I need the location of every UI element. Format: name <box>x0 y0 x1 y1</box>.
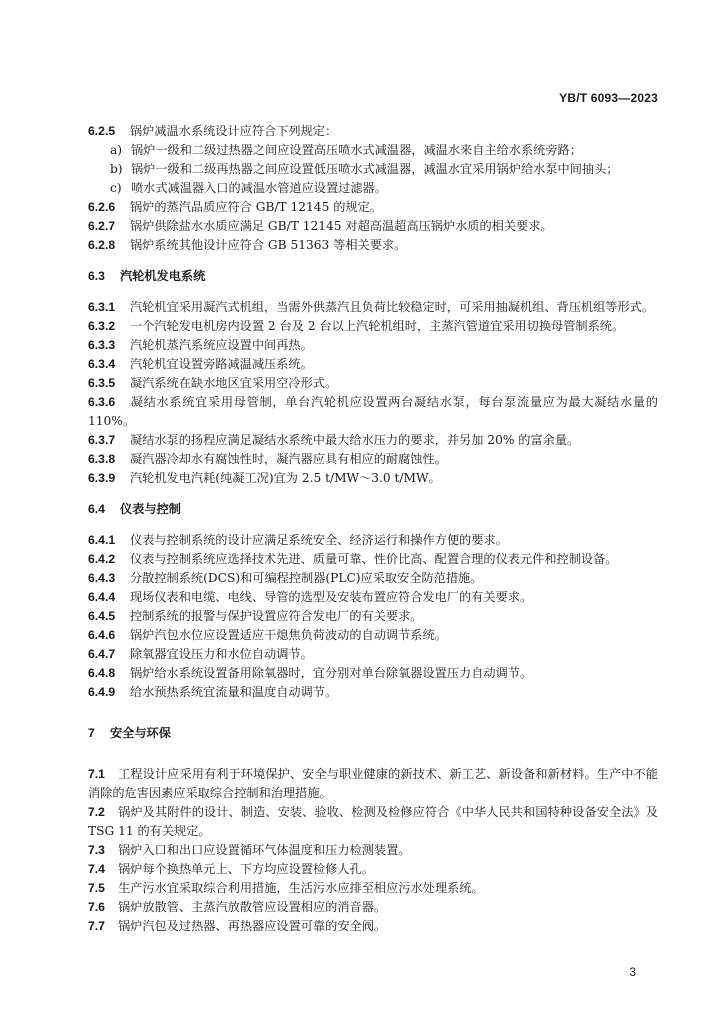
clause-6-2-5 <box>88 122 658 141</box>
clause-number: 6.3.4 <box>88 357 116 371</box>
clause-text: 锅炉给水系统设置备用除氧器时，宜分别对单台除氧器设置压力自动调节。 <box>130 666 533 680</box>
clause-text: 凝汽系统在缺水地区宜采用空冷形式。 <box>130 376 338 390</box>
clause-number: 6.4.7 <box>88 647 116 661</box>
section-number: 6.3 <box>88 269 105 283</box>
clause-number: 7.5 <box>88 881 105 895</box>
clause-number: 6.3.8 <box>88 452 116 466</box>
clause-number: 6.2.8 <box>88 238 116 252</box>
clause-number: 7.2 <box>88 805 105 819</box>
section-heading-6-3 <box>88 267 658 286</box>
clause-number: 6.2.6 <box>88 200 116 214</box>
clause-6-4-3 <box>88 569 658 588</box>
clause-number: 6.3.3 <box>88 338 116 352</box>
clause-7-5 <box>88 879 658 898</box>
clause-number: 6.4.3 <box>88 571 116 585</box>
section-number: 7 <box>88 726 95 740</box>
clause-6-2-8 <box>88 236 658 255</box>
clause-text: 一个汽轮发电机房内设置 2 台及 2 台以上汽轮机组时，主蒸汽管道宜采用切换母管制系统。 <box>130 319 625 333</box>
page-number: 3 <box>629 965 636 979</box>
clause-6-4-6 <box>88 626 658 645</box>
clause-number: 6.3.5 <box>88 376 116 390</box>
clause-6-4-9 <box>88 683 658 702</box>
clause-6-4-5 <box>88 607 658 626</box>
clause-6-2-6 <box>88 198 658 217</box>
list-item-label: c) <box>110 181 122 195</box>
list-item <box>88 141 658 160</box>
clause-text: 锅炉放散管、主蒸汽放散管应设置相应的消音器。 <box>118 900 387 914</box>
list-item-text: 锅炉一级和二级过热器之间应设置高压喷水式减温器，减温水来自主给水系统旁路； <box>131 143 582 157</box>
clause-number: 7.4 <box>88 862 105 876</box>
clause-text: 锅炉入口和出口应设置循环气体温度和压力检测装置。 <box>118 843 411 857</box>
clause-text: 工程设计应采用有利于环境保护、安全与职业健康的新技术、新工艺、新设备和新材料。生产中不能消除的危害因素应采取综合控制和治理措施。 <box>88 767 658 800</box>
clause-7-6 <box>88 898 658 917</box>
list-item <box>88 160 658 179</box>
document-body <box>88 122 658 936</box>
clause-text: 控制系统的报警与保护设置应符合发电厂的有关要求。 <box>130 609 423 623</box>
clause-text: 汽轮机宜设置旁路减温减压系统。 <box>130 357 313 371</box>
clause-7-4 <box>88 860 658 879</box>
clause-text: 锅炉汽包及过热器、再热器应设置可靠的安全阀。 <box>118 919 387 933</box>
clause-6-4-4 <box>88 588 658 607</box>
clause-text: 汽轮机宜采用凝汽式机组，当需外供蒸汽且负荷比较稳定时，可采用抽凝机组、背压机组等形式。 <box>130 300 655 314</box>
clause-6-3-6 <box>88 393 658 431</box>
clause-number: 6.4.1 <box>88 533 116 547</box>
clause-text: 锅炉每个换热单元上、下方均应设置检修人孔。 <box>118 862 374 876</box>
clause-6-4-1 <box>88 531 658 550</box>
clause-text: 锅炉供除盐水水质应满足 GB/T 12145 对超高温超高压锅炉水质的相关要求。 <box>130 219 553 233</box>
clause-7-3 <box>88 841 658 860</box>
clause-6-3-4 <box>88 355 658 374</box>
clause-6-2-7 <box>88 217 658 236</box>
clause-text: 仪表与控制系统的设计应满足系统安全、经济运行和操作方便的要求。 <box>130 533 508 547</box>
clause-number: 6.4.6 <box>88 628 116 642</box>
clause-number: 6.4.8 <box>88 666 116 680</box>
section-number: 6.4 <box>88 502 105 516</box>
clause-text: 锅炉减温水系统设计应符合下列规定： <box>130 124 338 138</box>
clause-text: 锅炉及其附件的设计、制造、安装、验收、检测及检修应符合《中华人民共和国特种设备安全法》及 TSG 11 的有关规定。 <box>88 805 658 838</box>
clause-number: 6.3.7 <box>88 433 116 447</box>
clause-text: 仪表与控制系统应选择技术先进、质量可靠、性价比高、配置合理的仪表元件和控制设备。 <box>130 552 618 566</box>
list-item-label: b) <box>110 162 123 176</box>
list-item-text: 喷水式减温器入口的减温水管道应设置过滤器。 <box>131 181 387 195</box>
clause-number: 7.7 <box>88 919 105 933</box>
clause-text: 凝结水系统宜采用母管制，单台汽轮机应设置两台凝结水泵，每台泵流量应为最大凝结水量的 110%。 <box>88 395 658 428</box>
clause-text: 锅炉汽包水位应设置适应干熄焦负荷波动的自动调节系统。 <box>130 628 447 642</box>
clause-6-3-7 <box>88 431 658 450</box>
clause-number: 6.4.5 <box>88 609 116 623</box>
section-heading-6-4 <box>88 500 658 519</box>
clause-number: 6.3.2 <box>88 319 116 333</box>
clause-6-3-5 <box>88 374 658 393</box>
clause-text: 现场仪表和电缆、电线、导管的选型及安装布置应符合发电厂的有关要求。 <box>130 590 533 604</box>
section-title: 汽轮机发电系统 <box>120 269 206 283</box>
clause-number: 6.2.5 <box>88 124 116 138</box>
clause-number: 6.4.9 <box>88 685 116 699</box>
clause-6-3-3 <box>88 336 658 355</box>
section-title: 安全与环保 <box>110 726 171 740</box>
clause-number: 6.3.1 <box>88 300 116 314</box>
clause-text: 分散控制系统(DCS)和可编程控制器(PLC)应采取安全防范措施。 <box>130 571 483 585</box>
list-item <box>88 179 658 198</box>
clause-6-3-2 <box>88 317 658 336</box>
clause-6-3-8 <box>88 450 658 469</box>
clause-number: 6.2.7 <box>88 219 116 233</box>
clause-6-3-9 <box>88 469 658 488</box>
clause-7-7 <box>88 917 658 936</box>
clause-text: 锅炉系统其他设计应符合 GB 51363 等相关要求。 <box>130 238 407 252</box>
clause-number: 6.4.2 <box>88 552 116 566</box>
clause-6-4-2 <box>88 550 658 569</box>
clause-number: 6.3.9 <box>88 471 116 485</box>
document-code: YB/T 6093—2023 <box>559 91 658 105</box>
clause-text: 除氧器宜设压力和水位自动调节。 <box>130 647 313 661</box>
clause-text: 汽轮机发电汽耗(纯凝工况)宜为 2.5 t/MW～3.0 t/MW。 <box>130 471 441 485</box>
clause-7-1 <box>88 765 658 803</box>
clause-text: 凝结水泵的扬程应满足凝结水系统中最大给水压力的要求，并另加 20% 的富余量。 <box>130 433 580 447</box>
clause-text: 汽轮机蒸汽系统应设置中间再热。 <box>130 338 313 352</box>
clause-text: 给水预热系统宜流量和温度自动调节。 <box>130 685 338 699</box>
clause-6-4-7 <box>88 645 658 664</box>
clause-number: 7.6 <box>88 900 105 914</box>
list-item-text: 锅炉一级和二级再热器之间应设置低压喷水式减温器，减温水宜采用锅炉给水泵中间抽头； <box>131 162 619 176</box>
clause-text: 凝汽器冷却水有腐蚀性时，凝汽器应具有相应的耐腐蚀性。 <box>130 452 447 466</box>
clause-6-3-1 <box>88 298 658 317</box>
clause-7-2 <box>88 803 658 841</box>
clause-number: 6.4.4 <box>88 590 116 604</box>
clause-6-4-8 <box>88 664 658 683</box>
section-heading-7 <box>88 724 658 743</box>
clause-text: 生产污水宜采取综合利用措施，生活污水应排至相应污水处理系统。 <box>118 881 484 895</box>
section-title: 仪表与控制 <box>120 502 181 516</box>
list-item-label: a) <box>110 143 123 157</box>
clause-number: 7.1 <box>88 767 105 781</box>
clause-text: 锅炉的蒸汽品质应符合 GB/T 12145 的规定。 <box>130 200 382 214</box>
clause-number: 7.3 <box>88 843 105 857</box>
clause-number: 6.3.6 <box>88 395 116 409</box>
